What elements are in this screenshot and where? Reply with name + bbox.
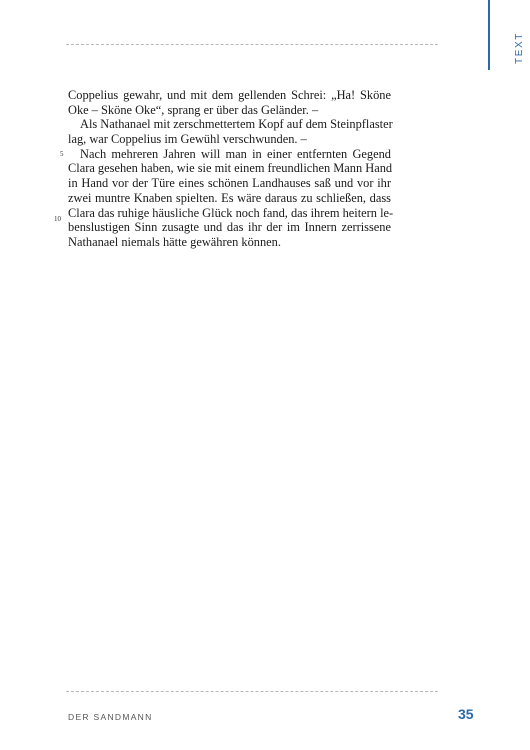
- side-tab-label: TEXT: [514, 32, 525, 64]
- text-line: benslustigen Sinn zusagte und das ihr der im Innern zerrissene: [68, 220, 391, 235]
- top-dashed-rule: [66, 44, 438, 45]
- side-tab-rule: [488, 0, 490, 70]
- text-line: Nathanael niemals hätte gewähren können.: [68, 234, 281, 249]
- text-line: Als Nathanael mit zerschmettertem Kopf auf dem Steinpflaster: [80, 117, 393, 132]
- page-number: 35: [458, 706, 474, 722]
- text-line: Oke – Sköne Oke“, sprang er über das Geländer. –: [68, 102, 319, 117]
- text-line: Clara gesehen haben, wie sie mit einem freundlichen Mann Hand: [68, 161, 393, 176]
- line-number-10: 10: [54, 215, 61, 223]
- section-side-tab: [488, 0, 530, 70]
- body-text: [68, 88, 394, 250]
- text-line: Nach mehreren Jahren will man in einer entfernten Gegend: [80, 146, 391, 161]
- line-number-5: 5: [60, 150, 64, 158]
- text-line: lag, war Coppelius im Gewühl verschwunden. –: [68, 132, 307, 147]
- bottom-dashed-rule: [66, 691, 438, 692]
- text-line: zwei muntre Knaben spielten. Es wäre daraus zu schließen, dass: [68, 190, 391, 205]
- text-line: in Hand vor der Türe eines schönen Landhauses saß und vor ihr: [68, 176, 391, 191]
- text-line: Clara das ruhige häusliche Glück noch fand, das ihrem heitern le-: [68, 205, 394, 220]
- text-line: Coppelius gewahr, und mit dem gellenden Schrei: „Ha! Sköne: [68, 88, 391, 102]
- running-footer-title: DER SANDMANN: [68, 712, 153, 722]
